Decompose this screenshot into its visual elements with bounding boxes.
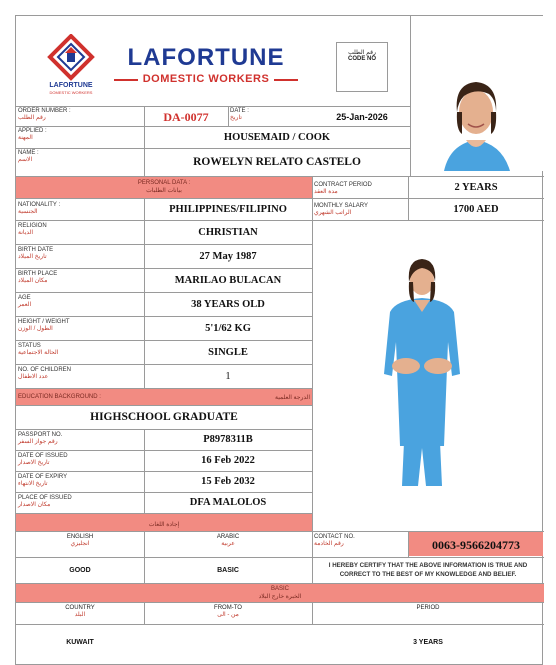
name-label <box>18 150 39 164</box>
age-value: 38 YEARS OLD <box>191 298 265 310</box>
children-label-ar: عدد الاطفال <box>18 374 49 380</box>
brand-name: LAFORTUNE <box>127 44 285 71</box>
portrait-photo <box>410 16 544 171</box>
birth-date-value: 27 May 1987 <box>199 250 257 262</box>
arabic-label-ar: عربية <box>221 541 235 547</box>
issue-date-label <box>18 453 68 467</box>
height-weight-label-ar: الطول / الوزن <box>18 326 53 332</box>
height-weight-label-en: HEIGHT / WEIGHT <box>18 319 70 325</box>
personal-data-header-ar: بيانات الطلبات <box>146 188 182 194</box>
name-label-en: NAME : <box>18 150 39 156</box>
date-value: 25-Jan-2026 <box>336 112 388 122</box>
english-label <box>16 534 144 548</box>
code-box <box>336 42 388 92</box>
status-value: SINGLE <box>208 346 248 358</box>
place-of-issue-label <box>18 495 72 509</box>
contact-label-en: CONTACT NO. <box>314 534 355 540</box>
monthly-salary-label-ar: الراتب الشهري <box>314 210 352 216</box>
contract-period-label <box>314 182 372 196</box>
applied-value: HOUSEMAID / COOK <box>223 131 331 143</box>
code-box-ar: رقم الطلب <box>348 50 376 56</box>
experience-header <box>16 584 544 602</box>
age-label-en: AGE <box>18 295 31 301</box>
nationality-label-en: NATIONALITY : <box>18 202 61 208</box>
english-label-en: ENGLISH <box>66 534 94 540</box>
full-body-photo <box>356 242 488 490</box>
order-number-label-ar: رقم الطلب <box>18 115 46 121</box>
experience-period: 3 YEARS <box>413 638 443 646</box>
height-weight-label <box>18 319 70 333</box>
contract-period-label-ar: مدة العقد <box>314 189 338 195</box>
english-level: GOOD <box>69 566 91 574</box>
birth-place-value: MARILAO BULACAN <box>174 274 282 286</box>
contact-value: 0063-9566204773 <box>432 538 520 552</box>
children-label-en: NO. OF CHILDREN <box>18 367 72 373</box>
passport-number-value: P8978311B <box>203 434 253 445</box>
arabic-label <box>144 534 312 548</box>
experience-header-en: BASIC <box>270 586 289 592</box>
applied-label-en: APPLIED : <box>18 128 47 134</box>
religion-label <box>18 223 47 237</box>
experience-period-col: PERIOD <box>416 605 440 611</box>
order-number-label <box>18 108 71 122</box>
passport-number-label-en: PASSPORT NO. <box>18 432 63 438</box>
experience-country-col <box>16 605 144 619</box>
birth-date-label-en: BIRTH DATE <box>18 247 54 253</box>
applied-label <box>18 128 47 142</box>
brand-tagline-line-right <box>274 79 298 81</box>
experience-fromto-col-en: FROM-TO <box>214 605 242 611</box>
birth-date-label-ar: تاريخ الميلاد <box>18 254 47 260</box>
expiry-date-value: 15 Feb 2032 <box>201 476 255 487</box>
logo-emblem <box>42 34 100 98</box>
experience-country: KUWAIT <box>66 638 94 646</box>
logo-emblem-name: LAFORTUNE <box>49 82 93 89</box>
religion-value: CHRISTIAN <box>198 226 258 238</box>
age-label-ar: العمر <box>18 302 32 308</box>
name-label-ar: الاسم <box>18 157 33 163</box>
education-header-en: EDUCATION BACKGROUND : <box>18 394 101 400</box>
status-label-en: STATUS <box>18 343 41 349</box>
name-value: ROWELYN RELATO CASTELO <box>193 156 361 168</box>
contact-label <box>314 534 355 548</box>
passport-number-label-ar: رقم جواز السفر <box>18 439 58 445</box>
issue-date-value: 16 Feb 2022 <box>201 455 255 466</box>
date-label-en: DATE : <box>230 108 249 114</box>
certification-text: I HEREBY CERTIFY THAT THE ABOVE INFORMATION IS TRUE AND CORRECT TO THE BEST OF MY KNOWLEDGE AND BELIEF. <box>328 562 528 578</box>
expiry-date-label <box>18 474 67 488</box>
place-of-issue-label-ar: مكان الاصدار <box>18 502 51 508</box>
contract-period-label-en: CONTRACT PERIOD <box>314 182 372 188</box>
personal-data-header-en: PERSONAL DATA : <box>137 180 191 186</box>
contact-label-ar: رقم الخادمة <box>314 541 344 547</box>
brand-tagline: DOMESTIC WORKERS <box>142 73 270 85</box>
issue-date-label-en: DATE OF ISSUED <box>18 453 68 459</box>
place-of-issue-value: DFA MALOLOS <box>189 497 267 508</box>
arabic-label-en: ARABIC <box>216 534 240 540</box>
experience-fromto-col <box>144 605 312 619</box>
age-label <box>18 295 31 309</box>
monthly-salary-label-en: MONTHLY SALARY <box>314 203 369 209</box>
nationality-value: PHILIPPINES/FILIPINO <box>169 203 287 215</box>
expiry-date-label-en: DATE OF EXPIRY <box>18 474 68 480</box>
experience-header-ar: الخبرة خارج البلاد <box>258 594 302 600</box>
nationality-label-ar: الجنسية <box>18 209 38 215</box>
education-header <box>16 389 312 405</box>
status-label-ar: الحالة الاجتماعية <box>18 350 59 356</box>
contract-period-value: 2 YEARS <box>454 181 498 193</box>
birth-date-label <box>18 247 53 261</box>
issue-date-label-ar: تاريخ الاصدار <box>18 460 50 466</box>
expiry-date-label-ar: تاريخ الانتهاء <box>18 481 48 487</box>
experience-country-col-ar: البلد <box>74 612 86 618</box>
date-label <box>230 108 249 122</box>
birth-place-label <box>18 271 57 285</box>
height-weight-value: 5'1/62 KG <box>205 322 251 334</box>
english-label-ar: انجليزي <box>70 541 90 547</box>
status-label <box>18 343 58 357</box>
birth-place-label-en: BIRTH PLACE <box>18 271 58 277</box>
education-value: HIGHSCHOOL GRADUATE <box>90 411 238 423</box>
brand-tagline-line-left <box>114 79 138 81</box>
order-number-label-en: ORDER NUMBER : <box>18 108 71 114</box>
date-label-ar: تاريخ <box>230 115 242 121</box>
code-box-en: CODE NO <box>347 56 376 62</box>
nationality-label <box>18 202 60 216</box>
contact-value-cell <box>409 532 543 556</box>
children-value: 1 <box>225 370 231 382</box>
experience-fromto <box>144 624 312 660</box>
religion-label-ar: الديانة <box>18 230 34 236</box>
arabic-level: BASIC <box>217 566 239 574</box>
place-of-issue-label-en: PLACE OF ISSUED <box>18 495 72 501</box>
personal-data-header <box>16 177 312 198</box>
birth-place-label-ar: مكان الميلاد <box>18 278 48 284</box>
languages-header <box>16 514 312 531</box>
monthly-salary-value: 1700 AED <box>453 203 499 215</box>
religion-label-en: RELIGION <box>18 223 47 229</box>
passport-number-label <box>18 432 62 446</box>
applied-label-ar: المهنة <box>18 135 33 141</box>
children-label <box>18 367 71 381</box>
monthly-salary-label <box>314 203 368 217</box>
education-header-ar: الدرجة العلمية <box>274 395 310 401</box>
experience-country-col-en: COUNTRY <box>65 605 95 611</box>
languages-header-ar: إجادة اللغات <box>148 522 180 528</box>
logo-emblem-sub: DOMESTIC WORKERS <box>49 90 93 95</box>
order-number-value: DA-0077 <box>163 109 209 124</box>
application-form <box>15 15 543 665</box>
experience-fromto-col-ar: من - الى <box>217 612 239 618</box>
